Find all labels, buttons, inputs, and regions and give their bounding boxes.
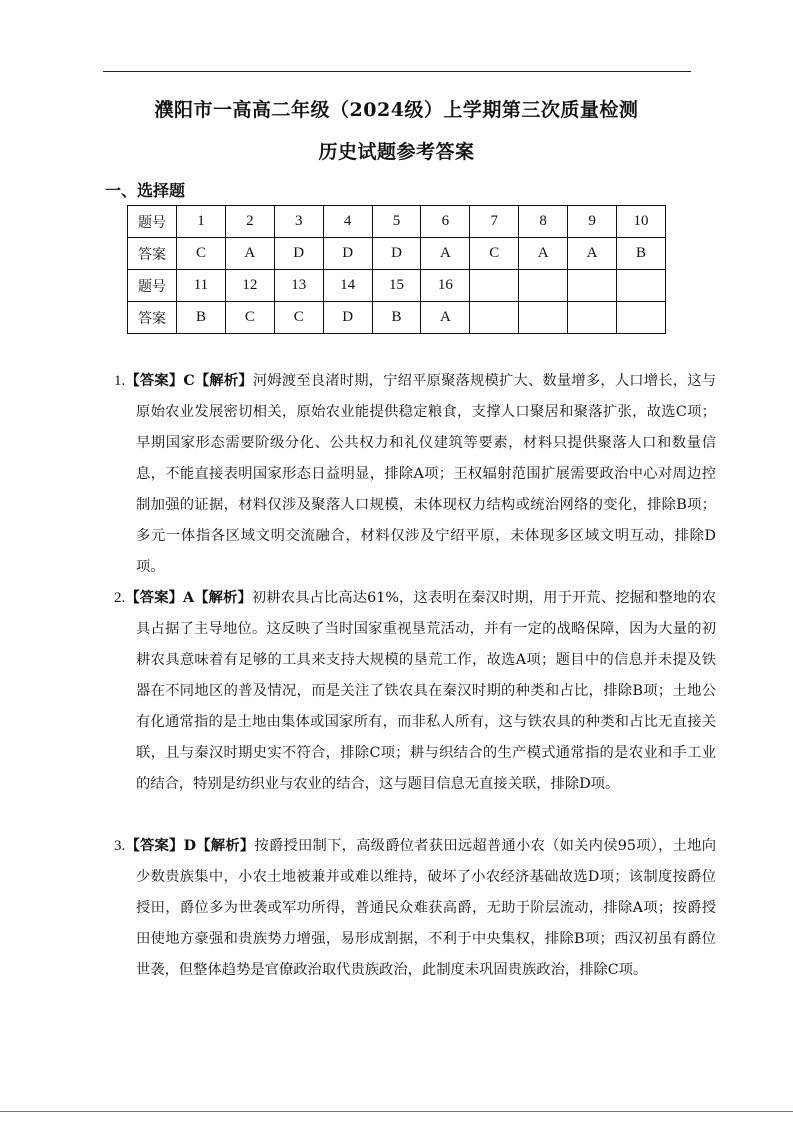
item-number: 3. (114, 838, 126, 854)
table-row-label: 答案 (128, 238, 177, 270)
table-cell (568, 302, 617, 334)
table-cell: B (372, 302, 421, 334)
table-cell: A (421, 302, 470, 334)
table-row-label: 答案 (128, 302, 177, 334)
table-cell: 10 (617, 206, 666, 238)
item-tag: 【答案】A【解析】 (125, 590, 252, 606)
item-number: 2. (114, 590, 126, 606)
document-title: 濮阳市一高高二年级（2024级）上学期第三次质量检测 (154, 99, 639, 121)
table-row-label: 题号 (128, 206, 177, 238)
table-cell: 3 (274, 206, 323, 238)
table-cell: 8 (519, 206, 568, 238)
table-cell (617, 270, 666, 302)
table-row (128, 270, 666, 302)
table-row-label: 题号 (128, 270, 177, 302)
table-cell: 14 (323, 270, 372, 302)
table-cell: 9 (568, 206, 617, 238)
item-text: 初耕农具占比高达61%，这表明在秦汉时期，用于开荒、挖掘和整地的农具占据了主导地位。这反映了当时国家重视垦荒活动，并有一定的战略保障，因为大量的初耕农具意味着有足够的工具来支持大规模的垦荒工作，故选A项；题目中的信息并未提及铁器在不同地区的普及情况，而是关注了铁农具在秦汉时期的种类和占比，排除B项；土地公有化通常指的是土地由集体或国家所有，而非私人所有，这与铁农具的种类和占比无直接关联，且与秦汉时期史实不符合，排除C项；耕与织结合的生产模式通常指的是农业和手工业的结合，特别是纺织业与农业的结合，这与题目信息无直接关联，排除D项。 (136, 590, 717, 792)
table-cell: C (225, 302, 274, 334)
table-cell: A (568, 238, 617, 270)
item-text: 河姆渡至良渚时期，宁绍平原聚落规模扩大、数量增多，人口增长，这与原始农业发展密切相关，原始农业能提供稳定粮食，支撑人口聚居和聚落扩张，故选C项；早期国家形态需要阶级分化、公共权力和礼仪建筑等要素，材料只提供聚落人口和数量信息，不能直接表明国家形态日益明显，排除A项；王权辐射范围扩展需要政治中心对周边控制加强的证据，材料仅涉及聚落人口规模，未体现权力结构或统治网络的变化，排除B项；多元一体指各区域文明交流融合，材料仅涉及宁绍平原，未体现多区域文明互动，排除D项。 (136, 373, 716, 575)
table-cell: A (225, 238, 274, 270)
table-cell: D (323, 302, 372, 334)
explanation-item-2 (114, 583, 716, 800)
table-cell: D (323, 238, 372, 270)
table-cell: 16 (421, 270, 470, 302)
table-cell: B (177, 302, 226, 334)
section-heading: 一、选择题 (105, 181, 186, 200)
table-row (128, 302, 666, 334)
table-cell: 5 (372, 206, 421, 238)
header-rule (103, 71, 691, 72)
table-cell: 15 (372, 270, 421, 302)
footer-rule (0, 1111, 793, 1112)
item-tag: 【答案】C【解析】 (125, 373, 253, 389)
table-cell: D (274, 238, 323, 270)
table-cell (617, 302, 666, 334)
table-cell (519, 270, 568, 302)
explanation-item-1 (114, 366, 716, 583)
table-cell: 13 (274, 270, 323, 302)
table-cell: 1 (177, 206, 226, 238)
table-row (128, 206, 666, 238)
table-cell: C (177, 238, 226, 270)
table-cell (470, 270, 519, 302)
table-cell: C (274, 302, 323, 334)
table-cell: 12 (225, 270, 274, 302)
table-cell: B (617, 238, 666, 270)
explanation-item-3 (114, 831, 716, 986)
item-text: 按爵授田制下，高级爵位者获田远超普通小农（如关内侯95项），土地向少数贵族集中，小农土地被兼并或难以维持，破坏了小农经济基础故选D项；该制度按爵位授田，爵位多为世袭或军功所得，普通民众难获高爵，无助于阶层流动，排除A项；按爵授田使地方豪强和贵族势力增强，易形成割据，不利于中央集权，排除B项；西汉初虽有爵位世袭，但整体趋势是官僚政治取代贵族政治，此制度未巩固贵族政治，排除C项。 (136, 838, 716, 978)
table-cell: A (519, 238, 568, 270)
table-cell: 6 (421, 206, 470, 238)
table-cell: 7 (470, 206, 519, 238)
answer-table (127, 205, 666, 334)
table-cell (519, 302, 568, 334)
table-cell: C (470, 238, 519, 270)
item-number: 1. (114, 373, 126, 389)
table-cell: D (372, 238, 421, 270)
table-row (128, 238, 666, 270)
document-subtitle: 历史试题参考答案 (318, 141, 475, 163)
table-cell: 11 (177, 270, 226, 302)
table-cell: 4 (323, 206, 372, 238)
table-cell (568, 270, 617, 302)
item-tag: 【答案】D【解析】 (125, 838, 255, 854)
table-cell: 2 (225, 206, 274, 238)
table-cell (470, 302, 519, 334)
table-cell: A (421, 238, 470, 270)
